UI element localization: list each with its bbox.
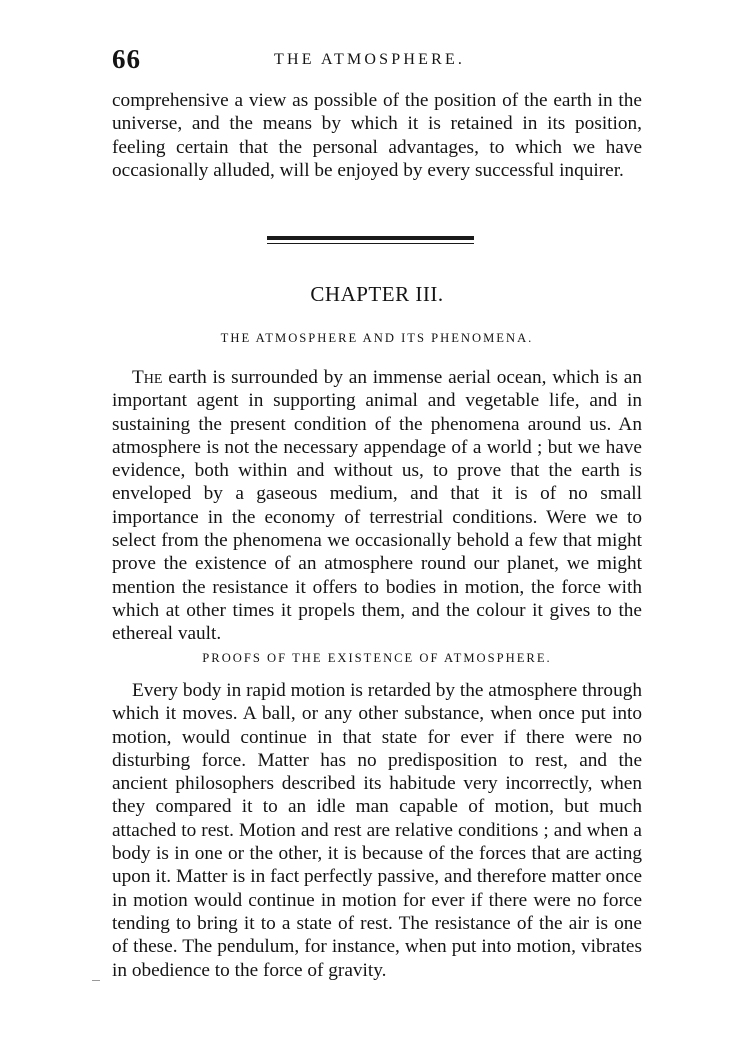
chapter-divider-thin	[267, 243, 474, 244]
continued-paragraph	[112, 89, 642, 182]
section-paragraph	[112, 679, 642, 982]
paragraph-text	[112, 366, 642, 646]
paragraph-body: earth is surrounded by an immense aerial ocean, which is an important agent in supporting animal and vegetable life, and in sustaining the present condition of the phenomena around us. An atmosphere is not the necessary appendage of a world ; but we have evidence, both within and without us, to prove that the earth is enveloped by a gaseous medium, and that it is of no small importance in the economy of terrestrial conditions. Were we to select from the phenomena we occasionally behold a few that might prove the existence of an atmosphere round our planet, we might mention the resistance it offers to bodies in motion, the force with which at other times it propels them, and the colour it gives to the ethereal vault.	[112, 367, 642, 645]
running-header	[112, 44, 642, 80]
chapter-opening-paragraph	[112, 366, 642, 646]
section-paragraph-text: Every body in rapid motion is retarded by the atmosphere through which it moves. A ball, or any other substance, when once put into motion, would continue in that state for ever if there were no disturbing force. Matter has no predisposition to rest, and the ancient philosophers described its habitude very incorrectly, when they compared it to an idle man capable of motion, but much attached to rest. Motion and rest are relative conditions ; and when a body is in one or the other, it is because of the forces that are acting upon it. Matter is in fact perfectly passive, and therefore matter once in motion would continue in motion for ever if there were no force tending to bring it to a state of rest. The resistance of the air is one of these. The pendulum, for instance, when put into motion, vibrates in obedience to the force of gravity.	[112, 680, 642, 981]
margin-mark	[92, 980, 100, 981]
running-title: THE ATMOSPHERE.	[274, 51, 466, 68]
continued-paragraph-text: comprehensive a view as possible of the position of the earth in the universe, and the means by which it is retained in its position, feeling certain that the personal advantages, to which we have occasionally alluded, will be enjoyed by every successful inquirer.	[112, 90, 642, 181]
chapter-title: CHAPTER III.	[310, 282, 444, 306]
chapter-subtitle: THE ATMOSPHERE AND ITS PHENOMENA.	[220, 331, 534, 345]
section-heading: PROOFS OF THE EXISTENCE OF ATMOSPHERE.	[202, 651, 552, 665]
lead-word: The	[132, 367, 163, 388]
chapter-divider-thick	[267, 236, 474, 240]
page-number: 66	[112, 44, 141, 74]
